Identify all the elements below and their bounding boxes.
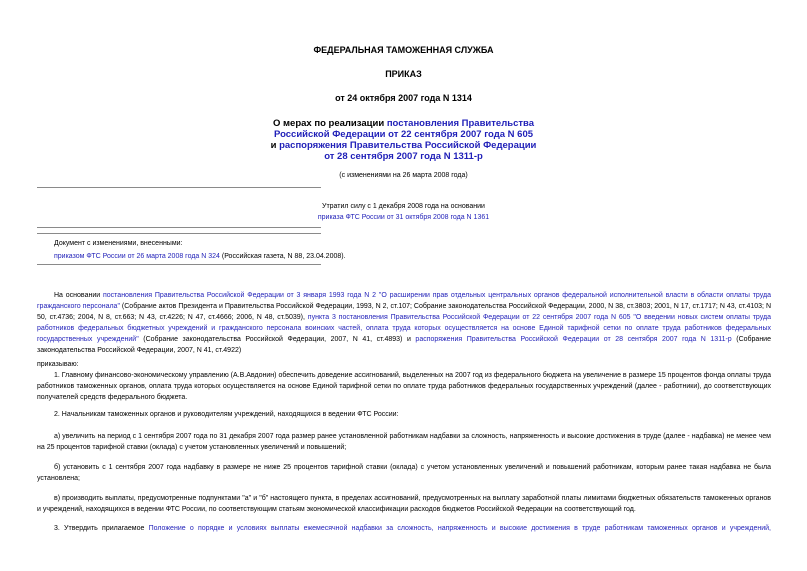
changes-block bbox=[54, 238, 474, 262]
preamble-text: (Собрание актов Президента и Правительства Российской Федерации, 1993, N 2, ст.107; Собрание законодательства Российской Федерации, 2000, N 38, ст.3803; 2001, N 17, ст.1717; N 43, ст.4103; N 50, ст.4736; 2004, N 8, ст.663; N 43, ст.4226; N 47, ст.4666; 2006, N 48, ст.5039), bbox=[37, 303, 772, 321]
preamble-text: На основании bbox=[54, 292, 103, 299]
document-date-number: от 24 октября 2007 года N 1314 bbox=[335, 93, 472, 103]
preamble-text: (Собрание законодательства Российской Федерации, 2007, N 41, ст.4893) и bbox=[138, 336, 416, 343]
changes-tail: (Российская газета, N 88, 23.04.2008). bbox=[219, 253, 346, 260]
item-1: 1. Главному финансово-экономическому управлению (А.В.Авдонин) обеспечить доведение ассигнований, выделенных на 2007 год из федерального бюджета на увеличение в размере 15 процентов фонда оплаты труда работников таможенных органов, оплата труда которых осуществляется на основе Единой тарифной сетки по оплате труда работников федеральных государственных учреждений (далее - работники), до соответствующих получателей средств федерального бюджета. bbox=[37, 372, 772, 401]
void-note-text: Утратил силу с 1 декабря 2008 года на основании bbox=[322, 203, 485, 210]
document-title bbox=[0, 118, 807, 162]
item-3-link[interactable]: Положение о порядке и условиях выплаты ежемесячной надбавки за сложность, напряженность и высокие достижения в труде работникам таможенных органов и учреждений, bbox=[148, 525, 771, 532]
title-text-and: и bbox=[270, 140, 280, 151]
void-note bbox=[0, 201, 807, 223]
title-link-postanovlenie[interactable]: постановления Правительства bbox=[386, 118, 534, 129]
divider bbox=[37, 264, 321, 265]
title-text: О мерах по реализации bbox=[272, 118, 387, 129]
item-2a: а) увеличить на период с 1 сентября 2007 года по 31 декабря 2007 года размер ранее установленной работникам надбавки за сложность, напряженность и высокие достижения в труде (далее - надбавка) не менее чем на 25 процентов тарифной ставки (оклада) с учетом установленных увеличений и повышений; bbox=[37, 433, 771, 451]
divider bbox=[37, 233, 321, 234]
item-2b: б) установить с 1 сентября 2007 года надбавку в размере не ниже 25 процентов тарифной ставки (оклада) с учетом установленных увеличений и повышений работникам, которым ранее такая надбавка не была установлена; bbox=[37, 464, 771, 482]
divider bbox=[37, 227, 321, 228]
preamble-link-1993[interactable]: постановления Правительства Российской Федерации от 3 января 1993 года N 2 "О расширении прав отдельных центральных органов федеральной исполнительной власти в области оплаты труда гражданского персонала" bbox=[37, 292, 771, 310]
item-2: 2. Начальникам таможенных органов и руководителям учреждений, находящихся в ведении ФТС России: bbox=[54, 411, 399, 418]
title-link-rasporyazhenie[interactable]: распоряжения Правительства Российской Федерации bbox=[279, 140, 537, 151]
order-word: приказываю: bbox=[37, 361, 79, 368]
changes-link[interactable]: приказом ФТС России от 26 марта 2008 года N 324 bbox=[54, 253, 220, 260]
amended-note: (с изменениями на 26 марта 2008 года) bbox=[339, 172, 468, 179]
document-type: ПРИКАЗ bbox=[385, 69, 422, 79]
preamble bbox=[37, 290, 771, 356]
title-link-postanovlenie-2[interactable]: Российской Федерации от 22 сентября 2007 года N 605 bbox=[273, 129, 534, 140]
item-2v: в) производить выплаты, предусмотренные подпунктами "а" и "б" настоящего пункта, в пределах ассигнований, предусмотренных на выплату заработной платы лимитами бюджетных обязательств таможенных органов и учреждений, находящихся в ведении ФТС России, по соответствующим статьям экономической классификации расходов бюджетов Российской Федерации на соответствующий год. bbox=[37, 495, 771, 513]
preamble-link-1311[interactable]: распоряжения Правительства Российской Федерации от 28 сентября 2007 года N 1311-р bbox=[415, 336, 732, 343]
agency-name: ФЕДЕРАЛЬНАЯ ТАМОЖЕННАЯ СЛУЖБА bbox=[313, 45, 494, 55]
changes-heading: Документ с изменениями, внесенными: bbox=[54, 240, 183, 247]
preamble-link-605[interactable]: пункта 3 постановления Правительства Российской Федерации от 22 сентября 2007 года N 605 "О введении новых систем оплаты труда работников федеральных бюджетных учреждений и гражданского персонала воинских частей, оплата труда которых осуществляется на основе Единой тарифной сетки по оплате труда работников федеральных государственных учреждений" bbox=[37, 314, 771, 343]
item-3-text: 3. Утвердить прилагаемое bbox=[54, 525, 149, 532]
preamble-text: (Собрание законодательства Российской Федерации, 2007, N 41, ст.4922) bbox=[37, 336, 771, 354]
item-3 bbox=[37, 523, 771, 534]
void-note-link[interactable]: приказа ФТС России от 31 октября 2008 года N 1361 bbox=[317, 214, 490, 221]
title-link-rasporyazhenie-2[interactable]: от 28 сентября 2007 года N 1311-р bbox=[324, 151, 483, 162]
divider bbox=[37, 187, 321, 188]
